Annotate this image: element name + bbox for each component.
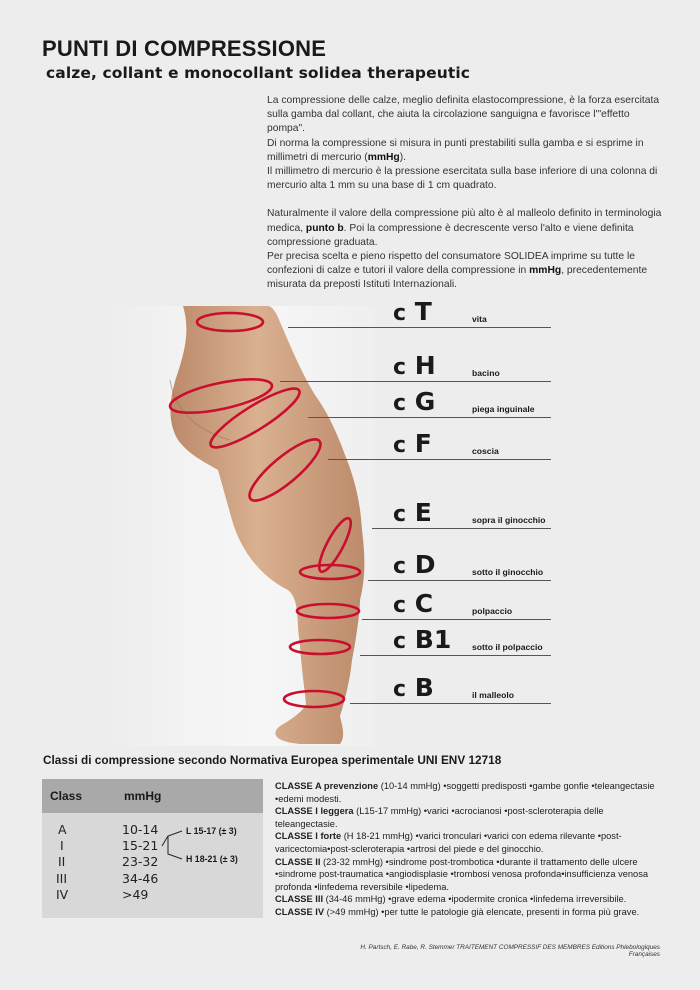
level-cb1 [0, 626, 700, 656]
level-label: polpaccio [472, 606, 513, 616]
level-line [360, 655, 551, 656]
header-class: Class [50, 789, 83, 803]
class-descriptions [275, 780, 663, 919]
table-cell-mmhg: >49 [122, 887, 149, 902]
level-line [368, 580, 551, 581]
class-description: CLASSE A prevenzione (10-14 mmHg) •soggetti predisposti •gambe gonfie •teleangectasie •edemi modesti. [275, 781, 655, 804]
table-cell-mmhg: 15-21 [122, 838, 159, 853]
intro-paragraph: Di norma la compressione si misura in punti prestabiliti sulla gamba e si esprime in millimetri di mercurio (mmHg). [267, 137, 644, 163]
level-label: bacino [472, 368, 500, 378]
level-cb [0, 674, 700, 704]
level-code: c C [393, 589, 434, 618]
intro-paragraph: Il millimetro di mercurio è la pressione esercitata sulla base inferiore di una colonna di mercurio alta 1 mm su una base di 1 cm quadrato. [267, 166, 658, 192]
class-description: CLASSE I forte (H 18-21 mmHg) •varici tronculari •varici con edema rilevante •post-varicectomia•post-scleroterapia •artrosi del piede e del ginocchio. [275, 831, 622, 854]
level-line [280, 381, 551, 382]
table-cell-mmhg: 34-46 [122, 871, 159, 886]
intro-paragraph: Naturalmente il valore della compressione più alto è al malleolo definito in terminologia medica, punto b. Poi la compressione è decrescente verso l'alto e viene definita compressione graduata. [267, 208, 662, 248]
level-code: c G [393, 387, 436, 416]
citation: H. Partsch, E. Rabe, R. Stemmer TRAITEMENT COMPRESSIF DES MEMBRES Editions Phlebologiques Françaises [360, 944, 660, 958]
bracket-label-h: H 18-21 (± 3) [186, 854, 238, 864]
level-code: c B [393, 673, 434, 702]
level-code: c B1 [393, 625, 452, 654]
class-description: CLASSE III (34-46 mmHg) •grave edema •ipodermite cronica •linfedema irreversibile. [275, 894, 627, 905]
table-cell-class: IV [56, 887, 69, 902]
level-label: sotto il ginocchio [472, 567, 544, 577]
level-line [308, 417, 551, 418]
level-label: sotto il polpaccio [472, 642, 543, 652]
level-code: c E [393, 498, 432, 527]
bracket-label-l: L 15-17 (± 3) [186, 826, 237, 836]
level-label: vita [472, 314, 487, 324]
table-cell-class: I [60, 838, 64, 853]
level-cf [0, 430, 700, 460]
level-cd [0, 551, 700, 581]
intro-paragraph: La compressione delle calze, meglio definita elastocompressione, è la forza esercitata sulla gamba dal collant, che aiuta la circolazione sanguigna e favorisce l'"effetto pompa". [267, 95, 660, 135]
table-cell-mmhg: 23-32 [122, 854, 159, 869]
level-line [350, 703, 551, 704]
table-cell-class: II [58, 854, 66, 869]
level-cc [0, 590, 700, 620]
level-line [328, 459, 551, 460]
level-ce [0, 499, 700, 529]
page-subtitle: calze, collant e monocollant solidea therapeutic [46, 64, 471, 82]
compression-class-table [42, 779, 263, 918]
level-ch [0, 352, 700, 382]
level-cg [0, 388, 700, 418]
level-label: piega inguinale [472, 404, 535, 414]
level-line [362, 619, 551, 620]
level-code: c D [393, 550, 436, 579]
level-code: c F [393, 429, 432, 458]
table-cell-class: A [58, 822, 67, 837]
table-cell-class: III [56, 871, 68, 886]
table-cell-mmhg: 10-14 [122, 822, 159, 837]
level-line [288, 327, 551, 328]
classes-title: Classi di compressione secondo Normativa Europea sperimentale UNI ENV 12718 [43, 753, 502, 767]
level-code: c H [393, 351, 436, 380]
level-ct [0, 298, 700, 328]
page-title: PUNTI DI COMPRESSIONE [42, 36, 327, 61]
level-label: il malleolo [472, 690, 515, 700]
class-description: CLASSE I leggera (L15-17 mmHg) •varici •acrocianosi •post-scleroterapia delle teleangectasie. [275, 806, 604, 829]
intro-paragraph: Per precisa scelta e pieno rispetto del consumatore SOLIDEA imprime su tutte le confezioni di calze e tutori il valore della compressione in mmHg, precedentemente misurata da preposti Istituti Internazionali. [267, 251, 648, 291]
level-line [372, 528, 551, 529]
header-mmhg: mmHg [124, 789, 162, 803]
class-description: CLASSE II (23-32 mmHg) •sindrome post-trombotica •durante il trattamento delle ulcere •sindrome post-traumatica •angiodisplasie •trombosi venosa profonda•insufficienza venosa profonda •linfedema reversibile •lipedema. [275, 856, 649, 892]
table-header [42, 779, 263, 813]
level-label: coscia [472, 446, 499, 456]
class-description: CLASSE IV (>49 mmHg) •per tutte le patologie già elencate, presenti in forma più grave. [275, 906, 640, 917]
level-code: c T [393, 297, 432, 326]
level-label: sopra il ginocchio [472, 515, 546, 525]
